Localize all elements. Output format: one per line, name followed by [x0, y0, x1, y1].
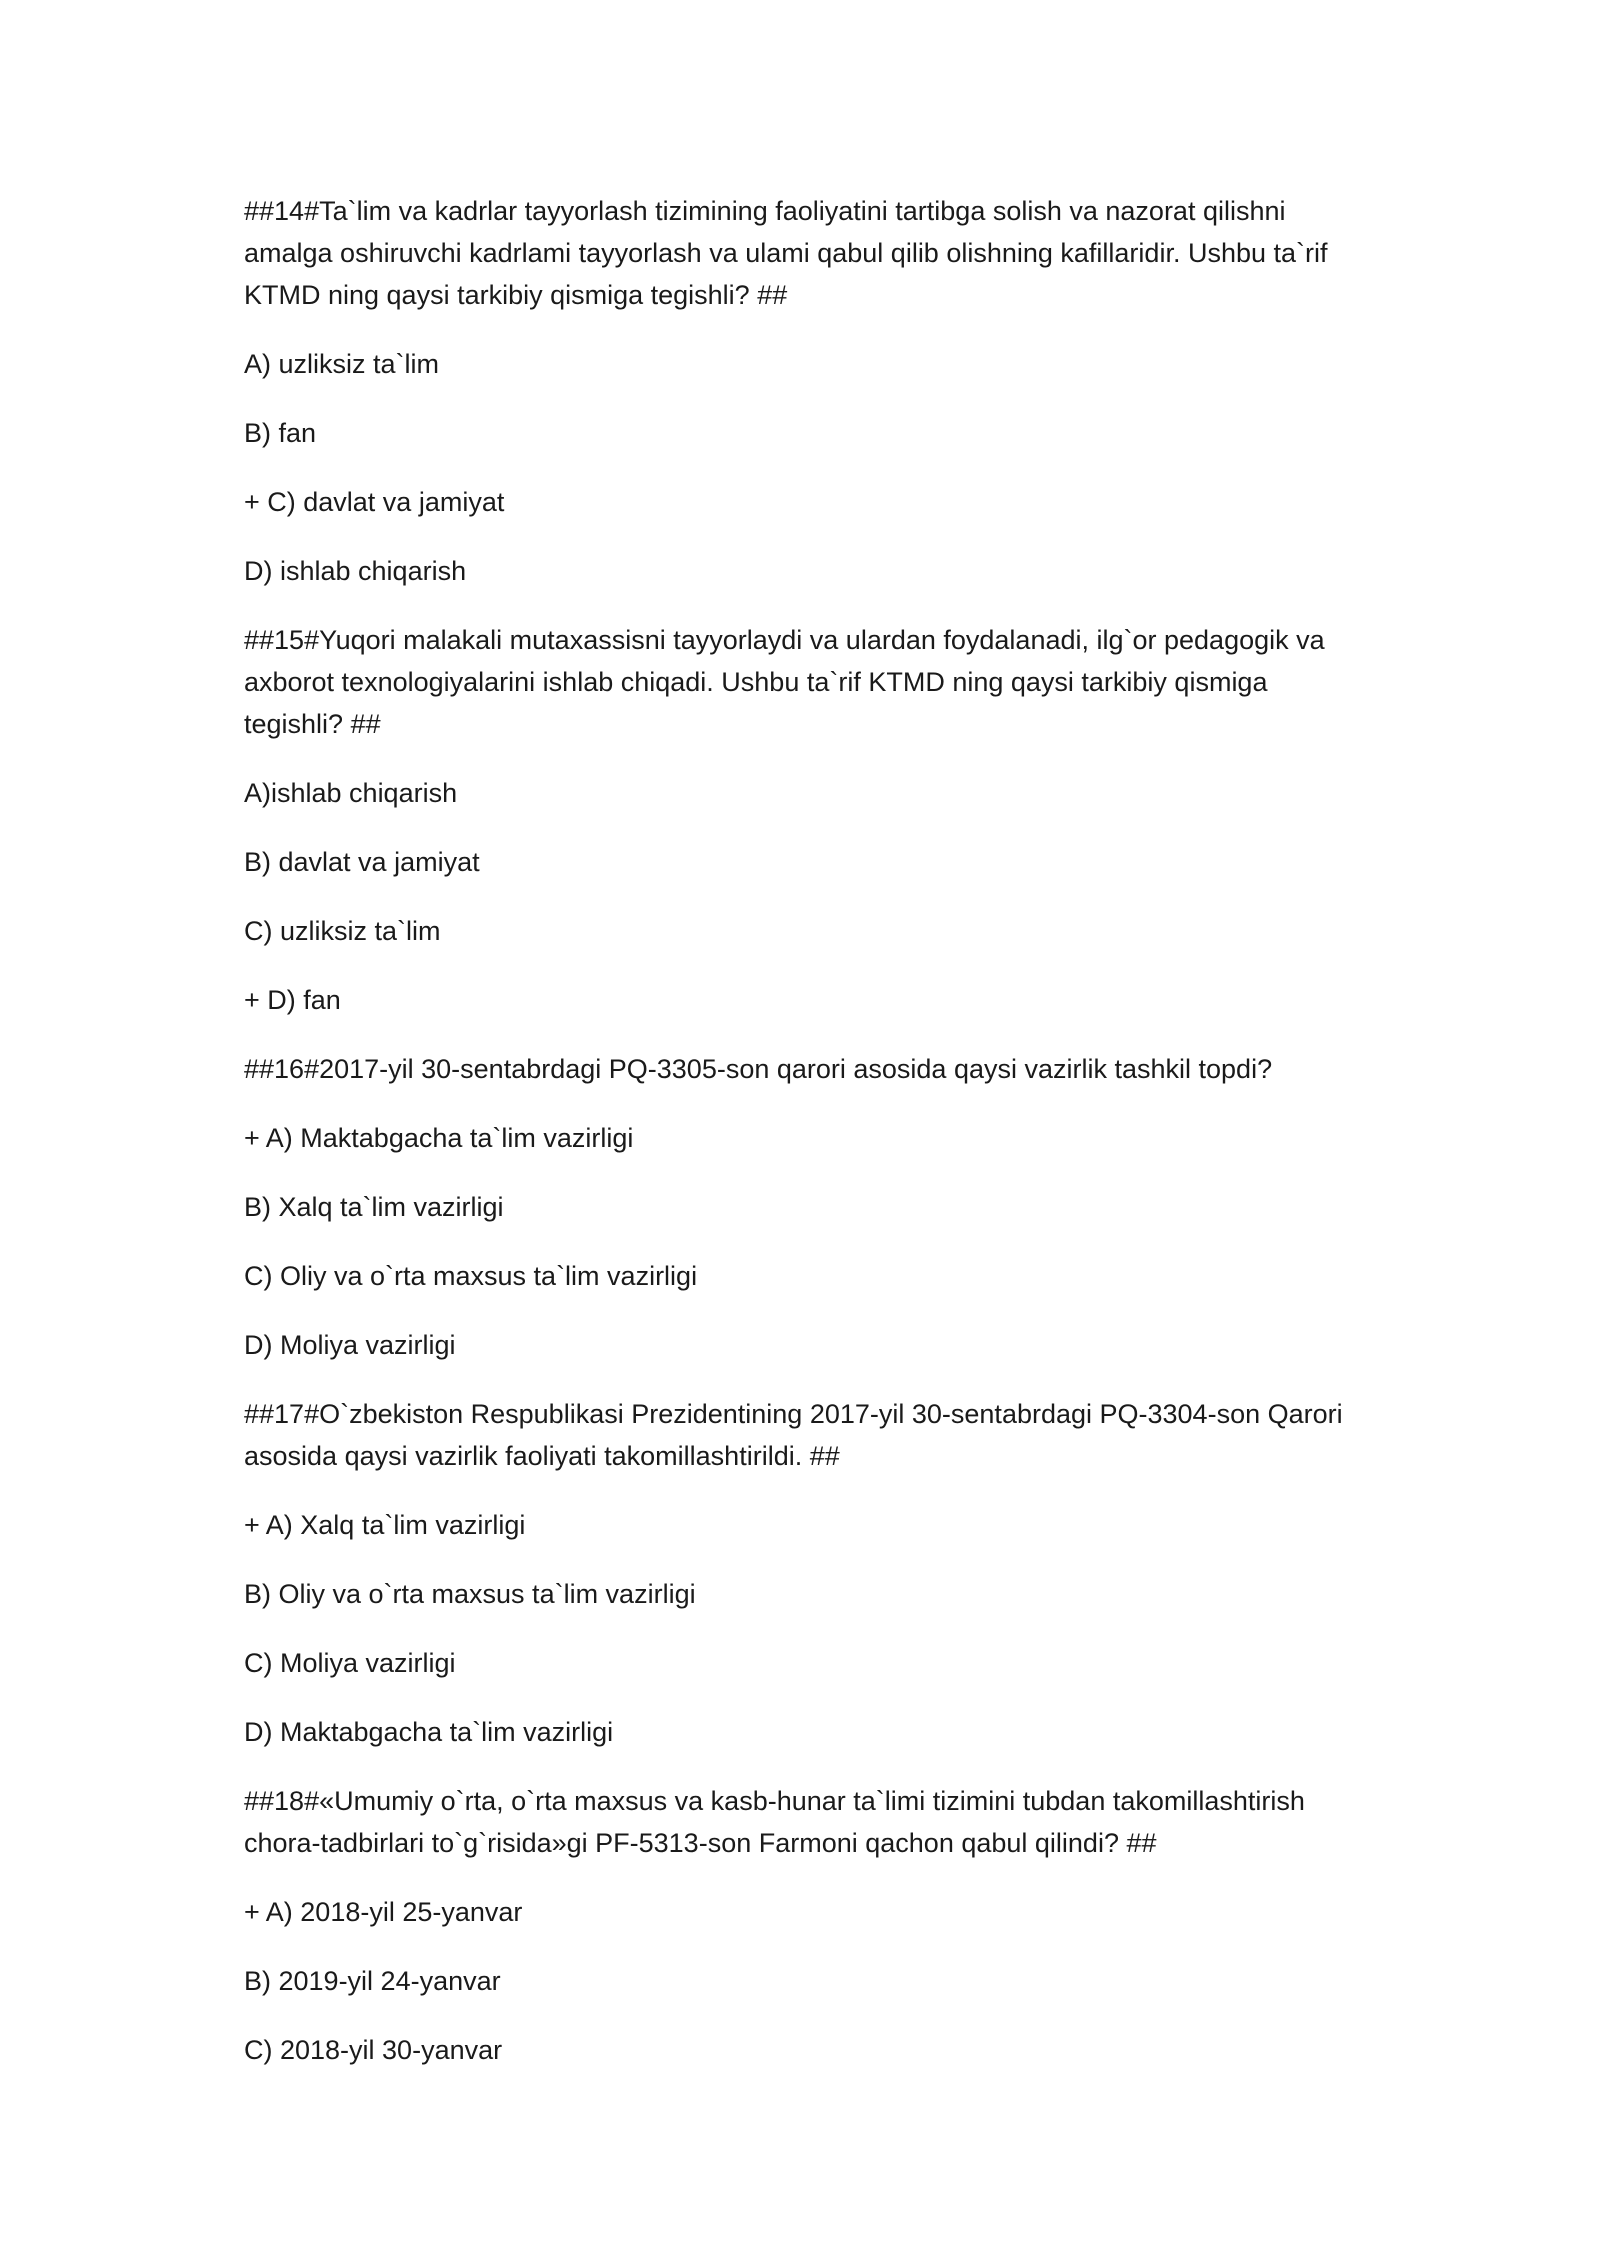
answer-option: D) Moliya vazirligi	[244, 1330, 456, 1360]
answer-option: C) Moliya vazirligi	[244, 1648, 456, 1678]
question-block-16	[244, 1048, 1364, 1366]
question-text: ##14#Ta`lim va kadrlar tayyorlash tizimining faoliyatini tartibga solish va nazorat qilishni amalga oshiruvchi kadrlami tayyorlash va ulami qabul qilib olishning kafillaridir. Ushbu ta`rif KTMD ning qaysi tarkibiy qismiga tegishli? ##	[244, 196, 1328, 310]
answer-option: B) Xalq ta`lim vazirligi	[244, 1192, 504, 1222]
question-block-18	[244, 1780, 1364, 2071]
answer-option: A) uzliksiz ta`lim	[244, 349, 440, 379]
answer-option: B) fan	[244, 418, 317, 448]
question-text: ##15#Yuqori malakali mutaxassisni tayyorlaydi va ulardan foydalanadi, ilg`or pedagogik va axborot texnologiyalarini ishlab chiqadi. Ushbu ta`rif KTMD ning qaysi tarkibiy qismiga tegishli? ##	[244, 625, 1325, 739]
answer-option-correct: + A) 2018-yil 25-yanvar	[244, 1897, 523, 1927]
document-content	[244, 190, 1364, 2098]
answer-option: B) 2019-yil 24-yanvar	[244, 1966, 501, 1996]
answer-option: C) 2018-yil 30-yanvar	[244, 2035, 503, 2065]
answer-option: C) uzliksiz ta`lim	[244, 916, 441, 946]
answer-option-correct: + A) Xalq ta`lim vazirligi	[244, 1510, 526, 1540]
question-block-17	[244, 1393, 1364, 1753]
question-block-15	[244, 619, 1364, 1021]
answer-option: C) Oliy va o`rta maxsus ta`lim vazirligi	[244, 1261, 698, 1291]
answer-option: D) Maktabgacha ta`lim vazirligi	[244, 1717, 614, 1747]
question-block-14	[244, 190, 1364, 592]
answer-option: B) davlat va jamiyat	[244, 847, 480, 877]
question-text: ##16#2017-yil 30-sentabrdagi PQ-3305-son qarori asosida qaysi vazirlik tashkil topdi?	[244, 1054, 1273, 1084]
answer-option: B) Oliy va o`rta maxsus ta`lim vazirligi	[244, 1579, 696, 1609]
question-text: ##17#O`zbekiston Respublikasi Prezidentining 2017-yil 30-sentabrdagi PQ-3304-son Qarori asosida qaysi vazirlik faoliyati takomillashtirildi. ##	[244, 1399, 1343, 1471]
answer-option-correct: + C) davlat va jamiyat	[244, 487, 505, 517]
answer-option-correct: + A) Maktabgacha ta`lim vazirligi	[244, 1123, 634, 1153]
question-text: ##18#«Umumiy o`rta, o`rta maxsus va kasb-hunar ta`limi tizimini tubdan takomillashtirish chora-tadbirlari to`g`risida»gi PF-5313-son Farmoni qachon qabul qilindi? ##	[244, 1786, 1305, 1858]
answer-option-correct: + D) fan	[244, 985, 341, 1015]
answer-option: D) ishlab chiqarish	[244, 556, 467, 586]
answer-option: A)ishlab chiqarish	[244, 778, 458, 808]
